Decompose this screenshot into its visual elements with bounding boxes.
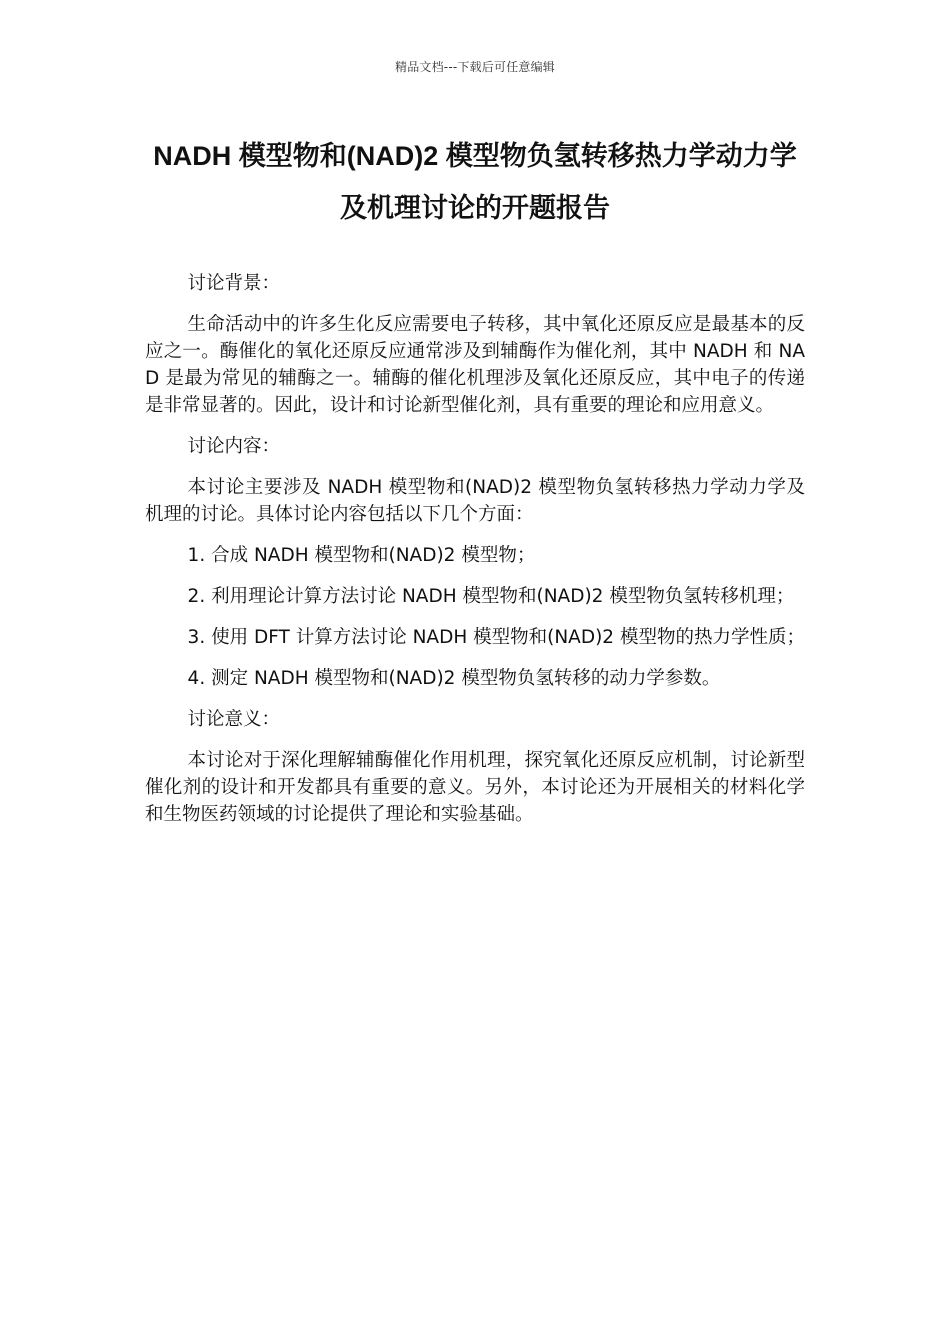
list-item: 1. 合成 NADH 模型物和(NAD)2 模型物； — [187, 545, 536, 566]
list-item: 2. 利用理论计算方法讨论 NADH 模型物和(NAD)2 模型物负氢转移机理； — [187, 586, 795, 607]
document-title: NADH 模型物和(NAD)2 模型物负氢转移热力学动力学及机理讨论的开题报告 — [153, 141, 797, 223]
document-body — [145, 270, 805, 842]
background-paragraph: 生命活动中的许多生化反应需要电子转移，其中氧化还原反应是最基本的反应之一。酶催化的氧化还原反应通常涉及到辅酶作为催化剂，其中 NADH 和 NAD 是最为常见的辅酶之一。辅酶的催化机理涉及氧化还原反应，其中电子的传递是非常显著的。因此，设计和讨论新型催化剂，具有重要的理论和应用意义。 — [145, 314, 805, 416]
content-heading: 讨论内容： — [187, 436, 281, 457]
significance-paragraph: 本讨论对于深化理解辅酶催化作用机理，探究氧化还原反应机制，讨论新型催化剂的设计和开发都具有重要的意义。另外，本讨论还为开展相关的材料化学和生物医药领域的讨论提供了理论和实验基础。 — [145, 750, 805, 825]
content-intro-paragraph: 本讨论主要涉及 NADH 模型物和(NAD)2 模型物负氢转移热力学动力学及机理的讨论。具体讨论内容包括以下几个方面： — [145, 477, 805, 525]
list-item: 3. 使用 DFT 计算方法讨论 NADH 模型物和(NAD)2 模型物的热力学性质； — [187, 627, 805, 648]
header-note: 精品文档---下载后可任意编辑 — [395, 60, 555, 74]
significance-heading: 讨论意义： — [187, 709, 281, 730]
list-item: 4. 测定 NADH 模型物和(NAD)2 模型物负氢转移的动力学参数。 — [187, 668, 721, 689]
background-heading: 讨论背景： — [187, 273, 281, 294]
